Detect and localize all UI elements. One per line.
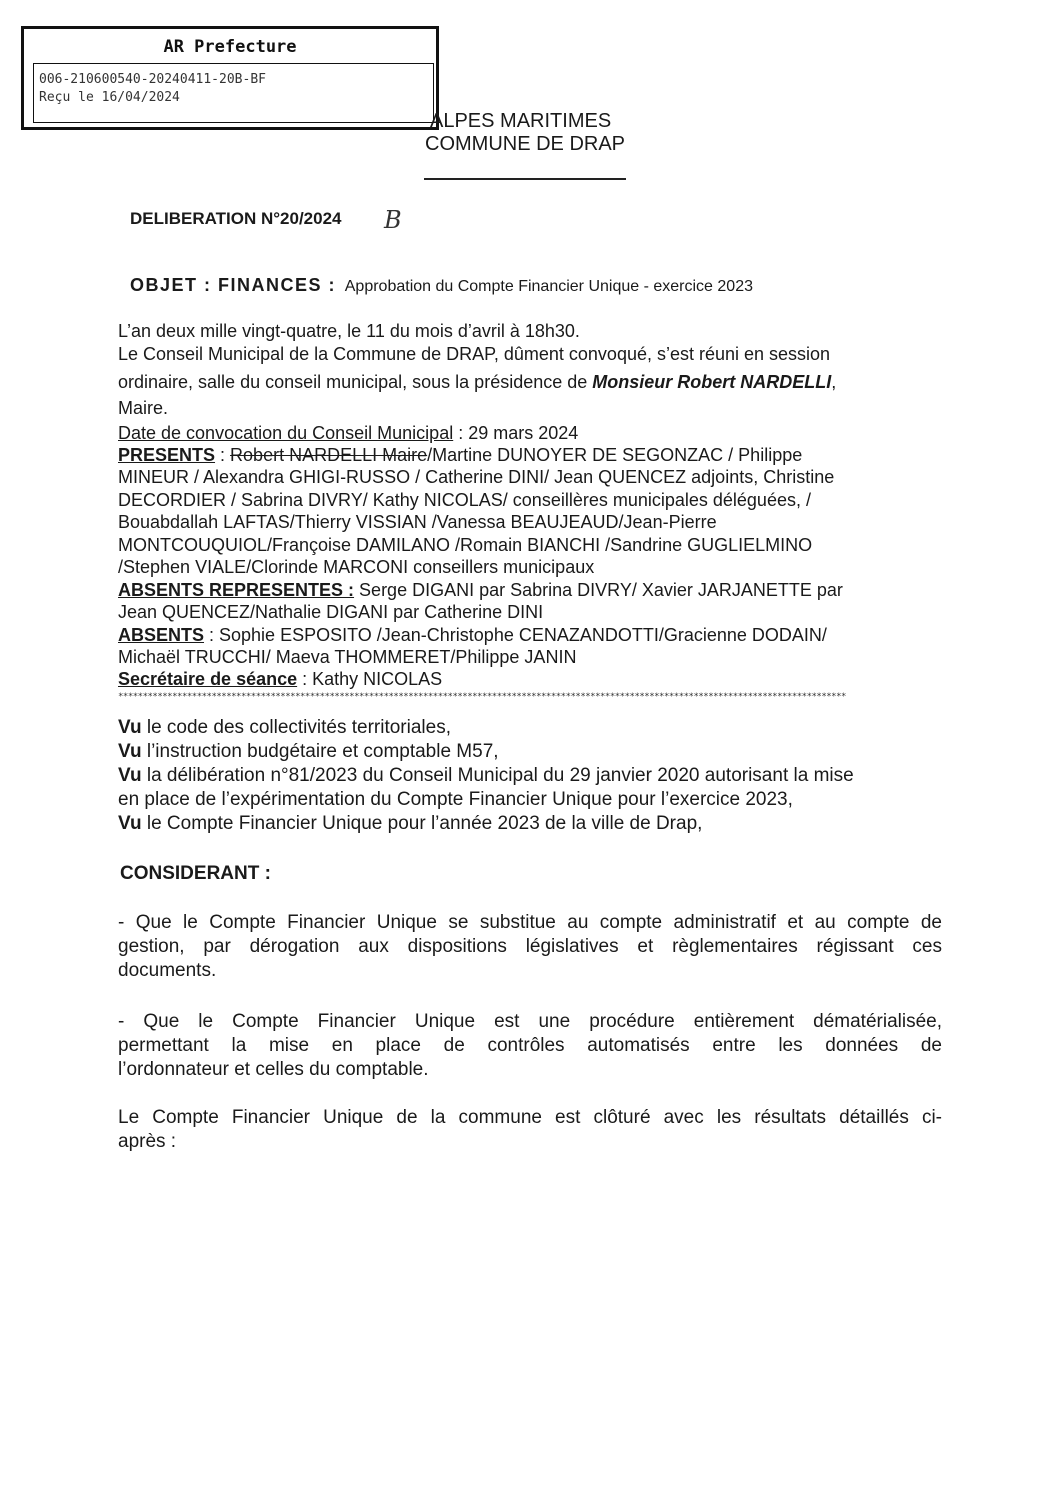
- considerant-heading: CONSIDERANT :: [120, 863, 271, 884]
- objet-label: OBJET : FINANCES :: [130, 275, 337, 295]
- vu-word: Vu: [118, 813, 142, 834]
- vu-item-2: [118, 741, 499, 763]
- stamp-reference-box: [33, 63, 434, 123]
- considerant-paragraph-2: [118, 1010, 942, 1082]
- considerant-paragraph-1: [118, 911, 942, 983]
- intro-line-3-comma: ,: [831, 372, 837, 392]
- vu-item-4-text: le Compte Financier Unique pour l’année 2023 de la ville de Drap,: [141, 813, 703, 834]
- department-name: ALPES MARITIMES: [430, 110, 612, 132]
- vu-item-3-continued: en place de l’expérimentation du Compte Financier Unique pour l’exercice 2023,: [118, 789, 793, 810]
- intro-line-3: [118, 371, 836, 393]
- absents-line-1: [118, 624, 827, 646]
- considerant-p2-line-2: permettant la mise en place de contrôles automatisés entre les données de: [118, 1035, 942, 1056]
- stamp-title: AR Prefecture: [163, 37, 297, 57]
- presents-line-1: [118, 444, 802, 466]
- absents-names-1: : Sophie ESPOSITO /Jean-Christophe CENAZANDOTTI/Gracienne DODAIN/: [204, 625, 827, 645]
- absents-representes-line-1: [118, 579, 843, 601]
- vu-item-3-text: la délibération n°81/2023 du Conseil Municipal du 29 janvier 2020 autorisant la mise: [141, 765, 854, 786]
- secretaire-label: Secrétaire de séance: [118, 669, 298, 689]
- mayor-name: Monsieur Robert NARDELLI: [592, 372, 832, 392]
- presents-line-5: MONTCOUQUIOL/Françoise DAMILANO /Romain BIANCHI /Sandrine GUGLIELMINO: [118, 535, 813, 555]
- stamp-received-date: Reçu le 16/04/2024: [39, 90, 180, 105]
- considerant-p3-line-1: Le Compte Financier Unique de la commune est clôturé avec les résultats détaillés ci-: [118, 1107, 942, 1128]
- considerant-p2-line-3: l’ordonnateur et celles du comptable.: [118, 1059, 429, 1080]
- presents-line-6: /Stephen VIALE/Clorinde MARCONI conseillers municipaux: [118, 557, 595, 577]
- vu-word: Vu: [118, 741, 142, 762]
- vu-word: Vu: [118, 717, 142, 738]
- presents-line-3: DECORDIER / Sabrina DIVRY/ Kathy NICOLAS/ conseillères municipales déléguées, /: [118, 490, 811, 510]
- presents-sep: :: [215, 445, 231, 465]
- presents-line-2: MINEUR / Alexandra GHIGI-RUSSO / Catherine DINI/ Jean QUENCEZ adjoints, Christine: [118, 467, 835, 487]
- secretaire-line: [118, 668, 442, 690]
- presents-struck-name: Robert NARDELLI Maire: [230, 445, 428, 465]
- stamp-reference: 006-210600540-20240411-20B-BF: [39, 72, 266, 87]
- absents-representes-line-2: Jean QUENCEZ/Nathalie DIGANI par Catherine DINI: [118, 602, 544, 622]
- considerant-p3-line-2: après :: [118, 1131, 177, 1152]
- intro-line-4: Maire.: [118, 398, 169, 418]
- secretaire-name: : Kathy NICOLAS: [297, 669, 443, 689]
- commune-name: COMMUNE DE DRAP: [425, 133, 626, 155]
- absents-representes-names-1: Serge DIGANI par Sabrina DIVRY/ Xavier JARJANETTE par: [354, 580, 843, 600]
- vu-word: Vu: [118, 765, 142, 786]
- deliberation-number: DELIBERATION N°20/2024: [130, 209, 342, 228]
- objet-line: [130, 274, 753, 298]
- header-rule: [424, 178, 626, 180]
- absents-label: ABSENTS: [118, 625, 205, 645]
- vu-item-1: [118, 717, 451, 739]
- intro-line-1: L’an deux mille vingt-quatre, le 11 du mois d’avril à 18h30.: [118, 321, 580, 341]
- presents-names-1: /Martine DUNOYER DE SEGONZAC / Philippe: [427, 445, 803, 465]
- prefecture-stamp: [21, 26, 439, 130]
- presents-line-4: Bouabdallah LAFTAS/Thierry VISSIAN /Vanessa BEAUJEAUD/Jean-Pierre: [118, 512, 717, 532]
- objet-text: Approbation du Compte Financier Unique - exercice 2023: [344, 278, 753, 295]
- convocation-line: [118, 422, 578, 444]
- absents-line-2: Michaël TRUCCHI/ Maeva THOMMERET/Philippe JANIN: [118, 647, 577, 667]
- absents-representes-label: ABSENTS REPRESENTES :: [118, 580, 355, 600]
- considerant-paragraph-3: [118, 1106, 942, 1154]
- considerant-p1-line-3: documents.: [118, 960, 217, 981]
- considerant-p1-line-1: - Que le Compte Financier Unique se substitue au compte administratif et au compte de: [118, 912, 942, 933]
- vu-item-2-text: l’instruction budgétaire et comptable M57,: [141, 741, 499, 762]
- vu-item-4: [118, 813, 702, 835]
- vu-item-3: [118, 765, 854, 787]
- presents-label: PRESENTS: [118, 445, 216, 465]
- vu-item-1-text: le code des collectivités territoriales,: [141, 717, 451, 738]
- considerant-p2-line-1: - Que le Compte Financier Unique est une procédure entièrement dématérialisée,: [118, 1011, 942, 1032]
- considerant-p1-line-2: gestion, par dérogation aux dispositions législatives et règlementaires régissant ces: [118, 936, 942, 957]
- intro-line-3-text: ordinaire, salle du conseil municipal, sous la présidence de: [118, 372, 593, 392]
- convocation-label: Date de convocation du Conseil Municipal: [118, 423, 454, 443]
- convocation-date: : 29 mars 2024: [453, 423, 579, 443]
- intro-line-2: Le Conseil Municipal de la Commune de DRAP, dûment convoqué, s’est réuni en session: [118, 344, 831, 364]
- handwritten-mark: B: [384, 206, 402, 234]
- separator-stars: ****************************************************************************************************************************************************: [118, 692, 846, 702]
